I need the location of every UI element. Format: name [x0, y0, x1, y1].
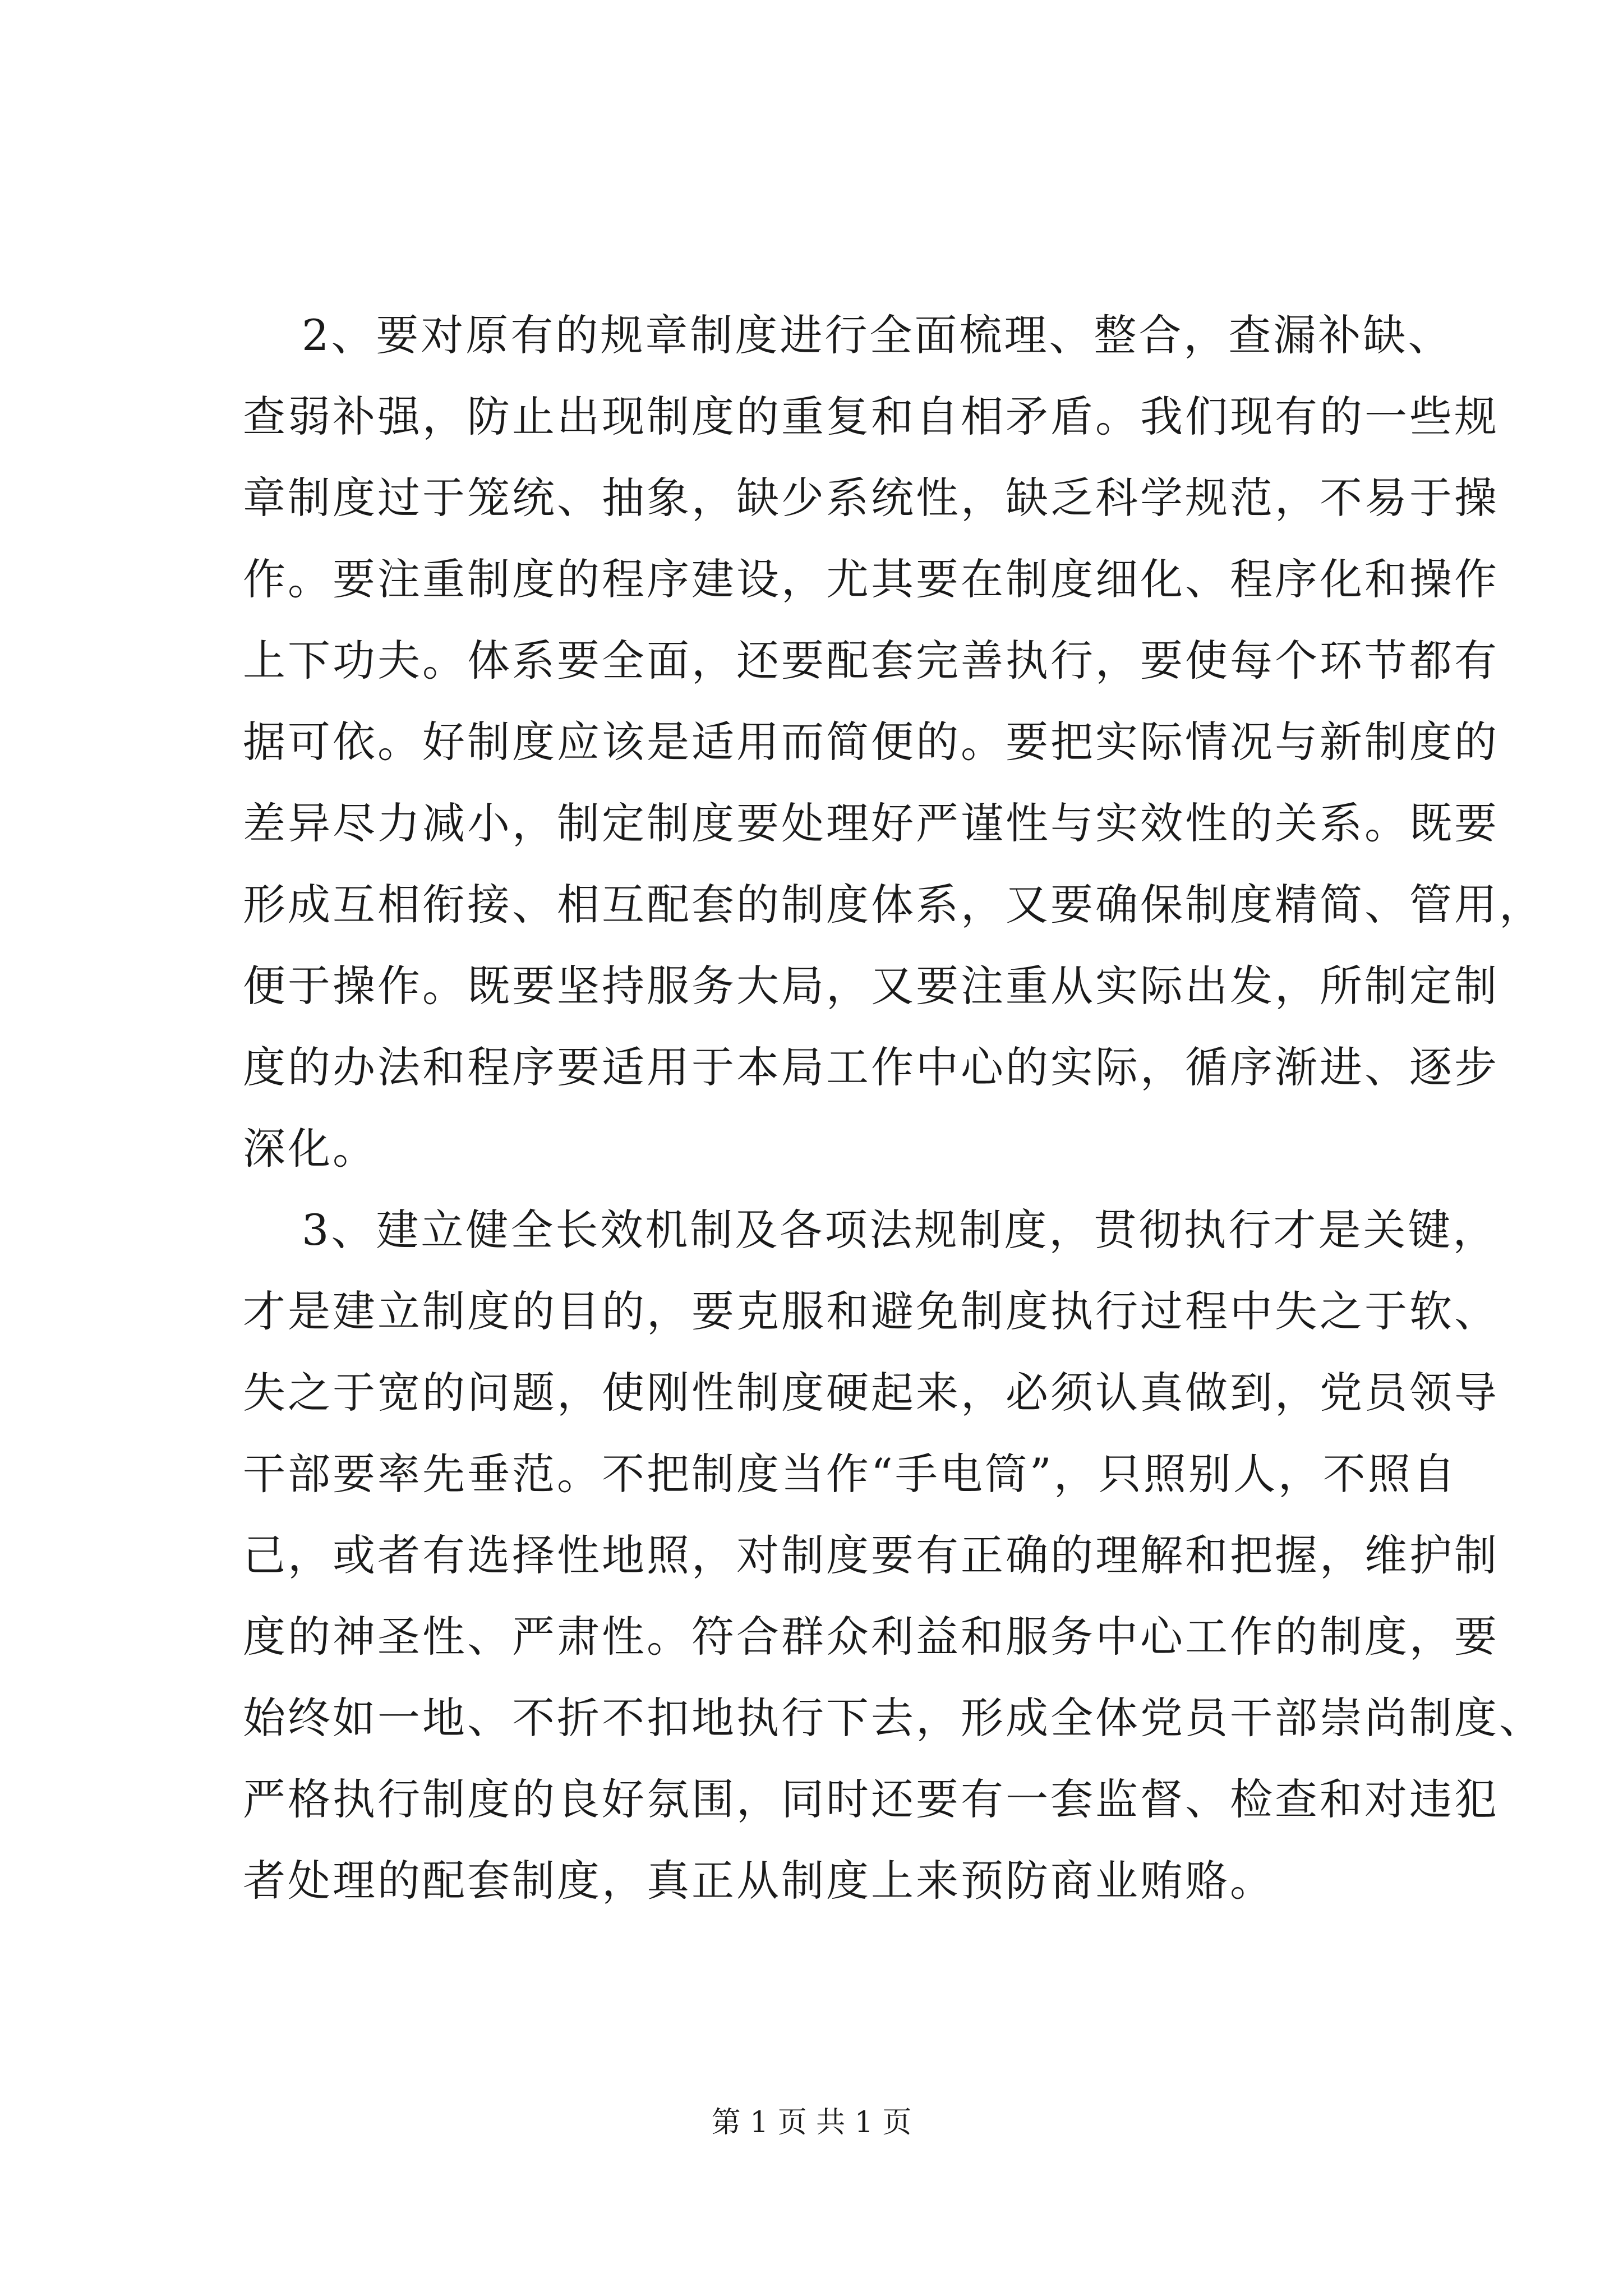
- text-line: 者处理的配套制度，真正从制度上来预防商业贿赂。: [243, 1856, 1275, 1906]
- text-line: 2、要对原有的规章制度进行全面梳理、整合，查漏补缺、: [302, 310, 1453, 360]
- text-line: 才是建立制度的目的，要克服和避免制度执行过程中失之于软、: [243, 1286, 1499, 1336]
- text-line: 形成互相衔接、相互配套的制度体系，又要确保制度精简、管用，: [243, 880, 1544, 930]
- text-line: 章制度过于笼统、抽象，缺少系统性，缺乏科学规范，不易于操: [243, 473, 1499, 523]
- text-line: 度的办法和程序要适用于本局工作中心的实际，循序渐进、逐步: [243, 1042, 1499, 1092]
- text-line: 失之于宽的问题，使刚性制度硬起来，必须认真做到，党员领导: [243, 1368, 1499, 1418]
- text-line: 3、建立健全长效机制及各项法规制度，贯彻执行才是关键，: [302, 1205, 1498, 1255]
- text-line: 便于操作。既要坚持服务大局，又要注重从实际出发，所制定制: [243, 961, 1499, 1011]
- text-line: 据可依。好制度应该是适用而简便的。要把实际情况与新制度的: [243, 717, 1499, 767]
- text-line: 作。要注重制度的程序建设，尤其要在制度细化、程序化和操作: [243, 554, 1499, 604]
- text-line: 度的神圣性、严肃性。符合群众利益和服务中心工作的制度，要: [243, 1612, 1499, 1662]
- text-line: 始终如一地、不折不扣地执行下去，形成全体党员干部崇尚制度、: [243, 1693, 1544, 1743]
- text-line: 深化。: [243, 1124, 377, 1174]
- text-line: 严格执行制度的良好氛围，同时还要有一套监督、检查和对违犯: [243, 1774, 1499, 1824]
- text-line: 己，或者有选择性地照，对制度要有正确的理解和把握，维护制: [243, 1530, 1499, 1580]
- text-line: 查弱补强，防止出现制度的重复和自相矛盾。我们现有的一些规: [243, 392, 1499, 441]
- text-line: 上下功夫。体系要全面，还要配套完善执行，要使每个环节都有: [243, 636, 1499, 685]
- page-footer: 第 1 页 共 1 页: [711, 2106, 912, 2139]
- text-line: 差异尽力减小，制定制度要处理好严谨性与实效性的关系。既要: [243, 798, 1499, 848]
- text-line: 干部要率先垂范。不把制度当作“手电筒”，只照别人，不照自: [243, 1449, 1458, 1499]
